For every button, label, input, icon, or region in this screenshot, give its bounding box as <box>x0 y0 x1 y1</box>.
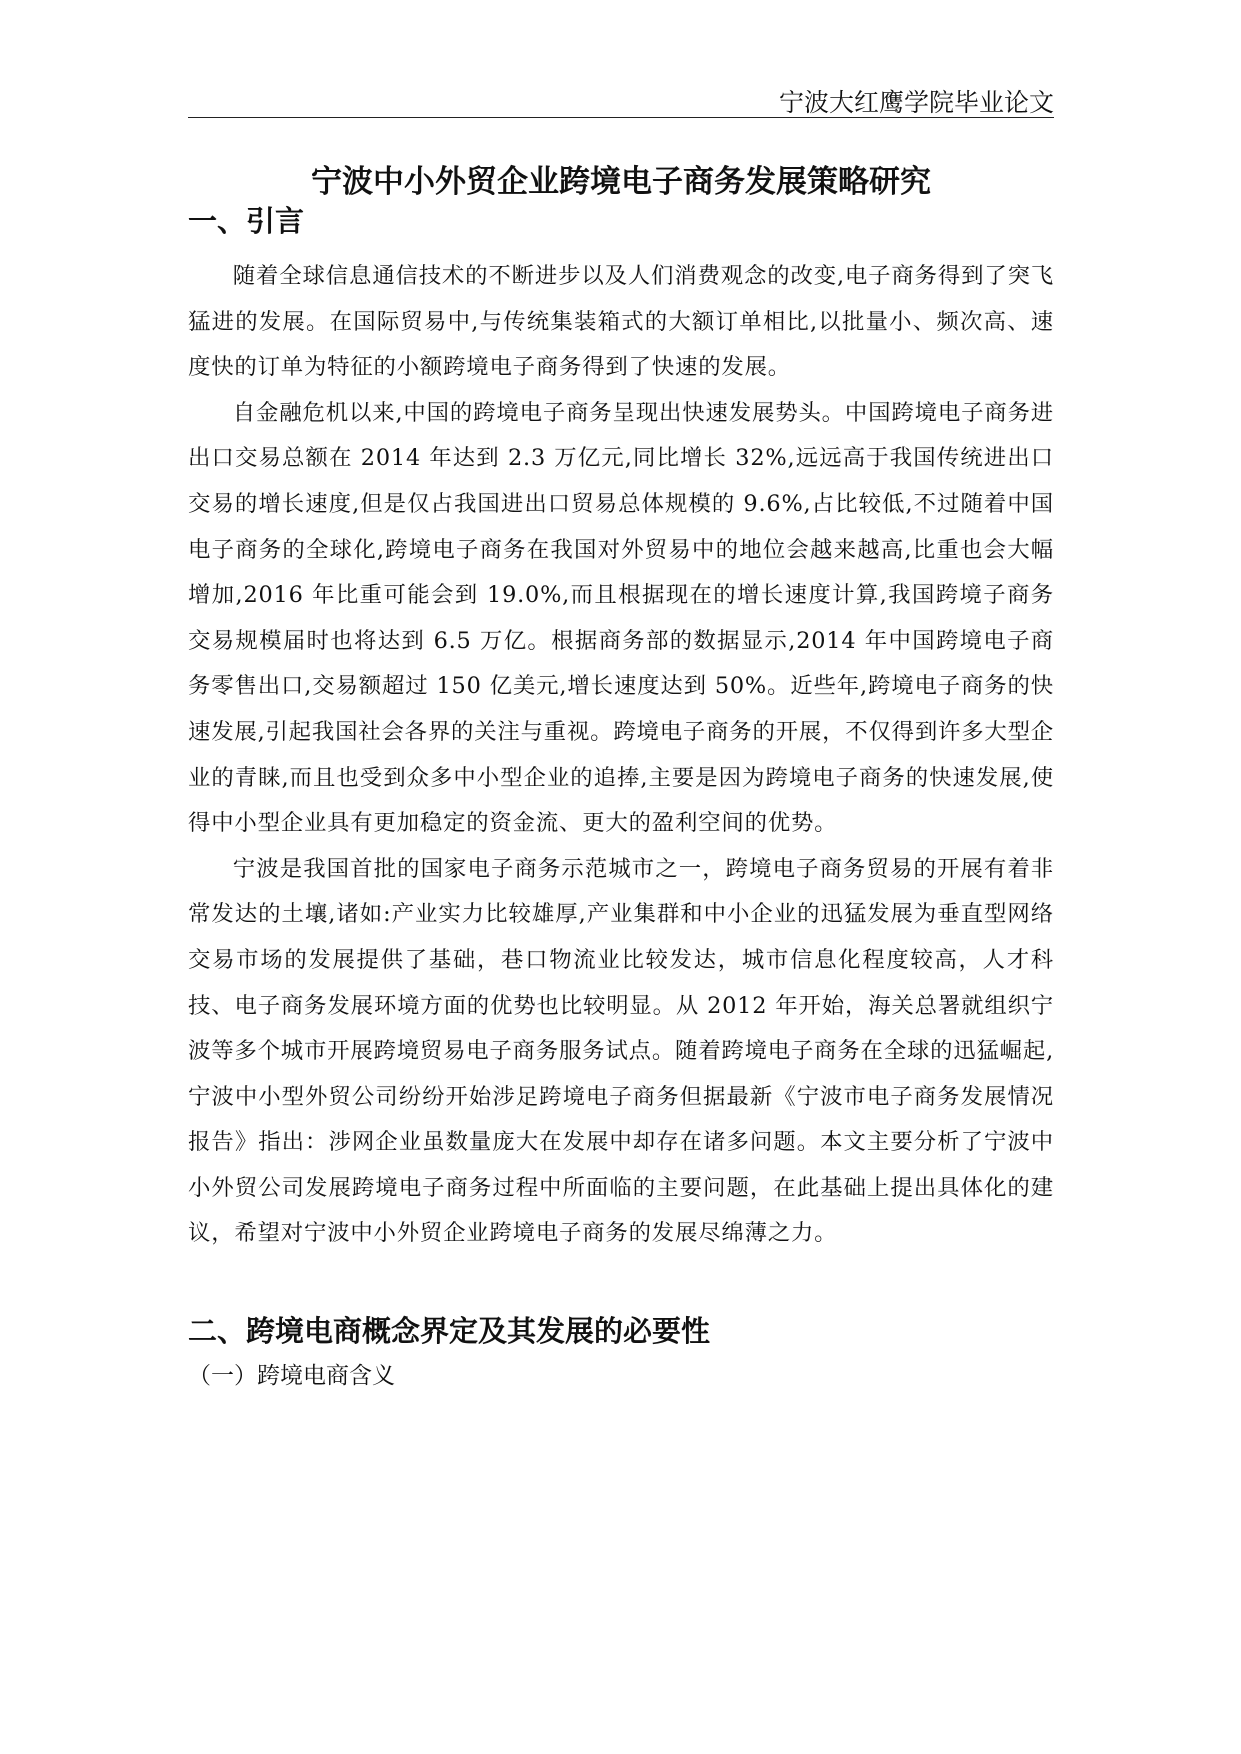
paragraph: 宁波是我国首批的国家电子商务示范城市之一，跨境电子商务贸易的开展有着非常发达的土壤,诸如:产业实力比较雄厚,产业集群和中小企业的迅猛发展为垂直型网络交易市场的发展提供了基础，巷口物流业比较发达，城市信息化程度较高，人才科技、电子商务发展环境方面的优势也比较明显。从 2012 年开始，海关总署就组织宁波等多个城市开展跨境贸易电子商务服务试点。随着跨境电子商务在全球的迅猛崛起,宁波中小型外贸公司纷纷开始涉足跨境电子商务但据最新《宁波市电子商务发展情况报告》指出：涉网企业虽数量庞大在发展中却存在诸多问题。本文主要分析了宁波中小外贸公司发展跨境电子商务过程中所面临的主要问题，在此基础上提出具体化的建议，希望对宁波中小外贸企业跨境电子商务的发展尽绵薄之力。 <box>188 855 1054 1247</box>
header-rule <box>188 117 1054 118</box>
paragraph: 随着全球信息通信技术的不断进步以及人们消费观念的改变,电子商务得到了突飞猛进的发展。在国际贸易中,与传统集装箱式的大额订单相比,以批量小、频次高、速度快的订单为特征的小额跨境电子商务得到了快速的发展。 <box>188 263 1054 381</box>
subsection-heading-definition: （一）跨境电商含义 <box>188 1363 395 1389</box>
paper-title: 宁波中小外贸企业跨境电子商务发展策略研究 <box>311 164 931 200</box>
introduction-body <box>188 254 1054 1257</box>
running-header: 宁波大红鹰学院毕业论文 <box>778 88 1054 117</box>
paragraph: 自金融危机以来,中国的跨境电子商务呈现出快速发展势头。中国跨境电子商务进出口交易总额在 2014 年达到 2.3 万亿元,同比增长 32%,远远高于我国传统进出口交易的增长速度,但是仅占我国进出口贸易总体规模的 9.6%,占比较低,不过随着中国电子商务的全球化,跨境电子商务在我国对外贸易中的地位会越来越高,比重也会大幅增加,2016 年比重可能会到 19.0%,而且根据现在的增长速度计算,我国跨境子商务交易规模届时也将达到 6.5 万亿。根据商务部的数据显示,2014 年中国跨境电子商务零售出口,交易额超过 150 亿美元,增长速度达到 50%。近些年,跨境电子商务的快速发展,引起我国社会各界的关注与重视。跨境电子商务的开展，不仅得到许多大型企业的青睐,而且也受到众多中小型企业的追捧,主要是因为跨境电子商务的快速发展,使得中小型企业具有更加稳定的资金流、更大的盈利空间的优势。 <box>188 399 1054 837</box>
section-heading-introduction: 一、引言 <box>188 204 305 238</box>
section-heading-cross-border-concept: 二、跨境电商概念界定及其发展的必要性 <box>188 1314 711 1348</box>
